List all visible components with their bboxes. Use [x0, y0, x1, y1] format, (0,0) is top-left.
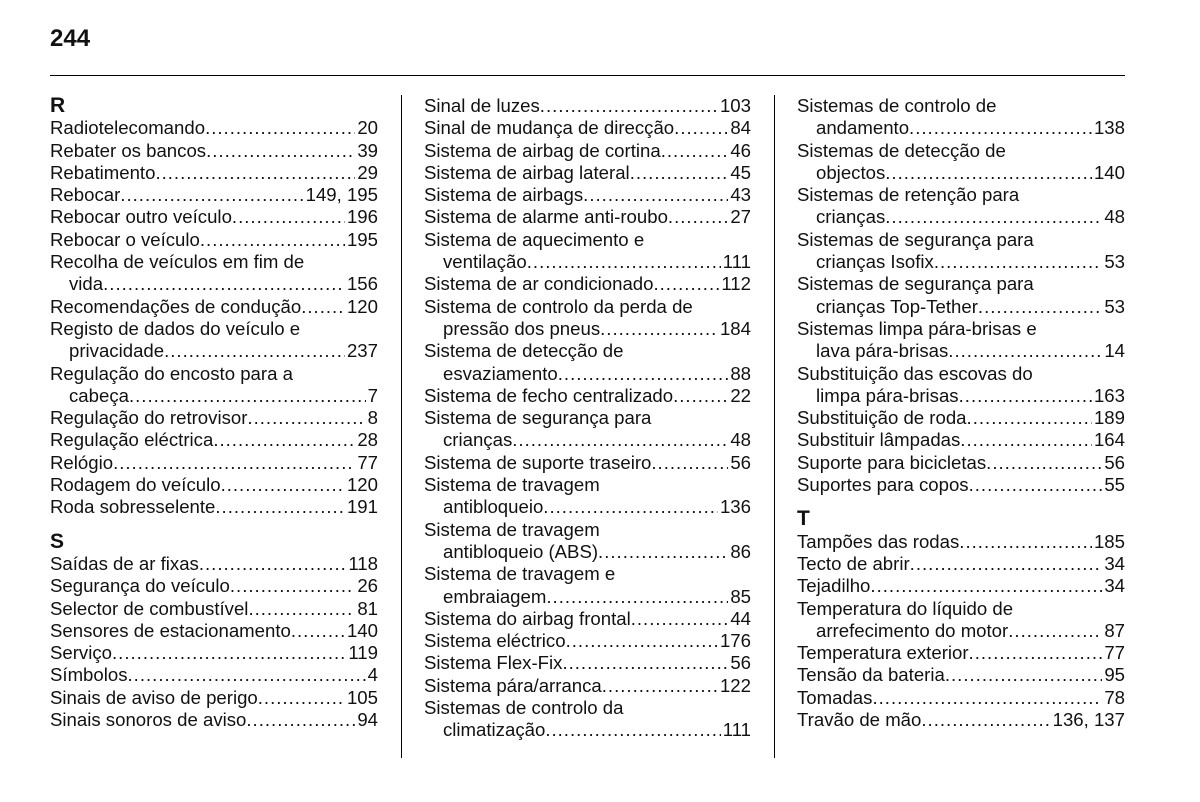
- index-entry: [797, 553, 1125, 575]
- page-reference: 34: [1104, 552, 1125, 574]
- page-reference: 8: [367, 407, 378, 429]
- page-reference: 4: [367, 664, 378, 686]
- index-term: cabeça: [69, 384, 129, 406]
- section-letter: S: [50, 529, 65, 553]
- page-reference: 119: [348, 642, 378, 664]
- index-term: Serviço: [50, 642, 113, 664]
- index-term: Sistema de alarme anti-roubo: [424, 206, 668, 228]
- index-term: Sistema de airbag de cortina: [424, 139, 661, 161]
- index-term: Tensão da bateria: [797, 664, 945, 686]
- index-entry-heading: Sistemas de controlo de: [797, 95, 997, 116]
- index-entry-heading: Recolha de veículos em fim de: [50, 251, 305, 273]
- index-column-3: [797, 95, 1125, 731]
- page-reference: 22: [730, 384, 751, 406]
- index-term: Tecto de abrir: [797, 552, 910, 574]
- index-term: Sensores de estacionamento: [50, 619, 291, 641]
- dot-leader: [1008, 620, 1102, 642]
- index-term: limpa pára-brisas: [816, 384, 959, 406]
- index-entry-continuation: [797, 340, 1125, 362]
- index-term: Segurança do veículo: [50, 575, 230, 597]
- page-reference: 7: [367, 384, 378, 406]
- index-entry-continuation: [797, 117, 1125, 139]
- dot-leader: [885, 206, 1102, 228]
- index-entry: [797, 664, 1125, 686]
- dot-leader: [668, 206, 728, 228]
- index-entry: [424, 140, 751, 162]
- page-reference: 46: [730, 139, 751, 161]
- index-entry-continuation: [424, 586, 751, 608]
- page-number: 244: [50, 25, 91, 52]
- dot-leader: [602, 675, 718, 697]
- index-term: Sistema Flex-Fix: [424, 652, 563, 674]
- index-entry: [424, 385, 751, 407]
- page-reference: 43: [730, 184, 751, 206]
- dot-leader: [661, 140, 729, 162]
- page-reference: 191: [346, 496, 378, 518]
- dot-leader: [247, 407, 365, 429]
- index-term: Sistema de fecho centralizado: [424, 384, 674, 406]
- page-reference: 237: [346, 340, 378, 362]
- index-term: crianças Top-Tether: [816, 295, 978, 317]
- page-reference: 85: [730, 585, 751, 607]
- dot-leader: [164, 340, 345, 362]
- dot-leader: [967, 407, 1092, 429]
- index-entry: [797, 429, 1125, 451]
- index-entry: [50, 474, 378, 496]
- page-reference: 163: [1093, 384, 1125, 406]
- page-reference: 48: [730, 429, 751, 451]
- index-term: antibloqueio (ABS): [443, 540, 599, 562]
- page-reference: 45: [730, 161, 751, 183]
- index-entry: [424, 95, 751, 117]
- index-term: lava pára-brisas: [816, 340, 949, 362]
- dot-leader: [248, 598, 355, 620]
- index-entry-heading: Sistema de travagem e: [424, 563, 616, 585]
- index-entry: [424, 675, 751, 697]
- page-reference: 55: [1104, 474, 1125, 496]
- index-entry-heading: Registo de dados do veículo e: [50, 317, 301, 339]
- section-letter: R: [50, 94, 66, 117]
- page-reference: 140: [346, 619, 378, 641]
- page-reference: 39: [357, 139, 378, 161]
- page-reference: 88: [730, 362, 751, 384]
- dot-leader: [206, 140, 355, 162]
- index-entry-heading: Sistemas de detecção de: [797, 139, 1006, 161]
- index-term: Rebocar o veículo: [50, 228, 200, 250]
- index-entry: [797, 452, 1125, 474]
- index-entry-continuation: [424, 541, 751, 563]
- dot-leader: [960, 429, 1092, 451]
- index-entry-continuation: [424, 496, 751, 518]
- index-term: Tejadilho: [797, 575, 871, 597]
- index-term: esvaziamento: [443, 362, 558, 384]
- dot-leader: [112, 642, 346, 664]
- page-reference: 120: [346, 474, 378, 496]
- dot-leader: [199, 553, 347, 575]
- page-reference: 29: [357, 161, 378, 183]
- index-term: Sistema de airbags: [424, 184, 584, 206]
- section-letter: T: [797, 507, 810, 531]
- index-term: vida: [69, 273, 104, 295]
- page-reference: 81: [357, 597, 378, 619]
- dot-leader: [653, 273, 719, 295]
- dot-leader: [301, 296, 345, 318]
- index-entry-continuation: [797, 251, 1125, 273]
- dot-leader: [630, 162, 729, 184]
- index-entry: [50, 117, 378, 139]
- dot-leader: [600, 318, 718, 340]
- index-term: Símbolos: [50, 664, 128, 686]
- dot-leader: [959, 385, 1092, 407]
- index-entry: [424, 184, 751, 206]
- page-reference: 118: [348, 552, 378, 574]
- page-reference: 112: [721, 273, 751, 295]
- index-entry: [797, 642, 1125, 664]
- page-reference: 78: [1104, 686, 1125, 708]
- index-term: Sistema pára/arranca: [424, 674, 602, 696]
- page-reference: 164: [1093, 429, 1125, 451]
- index-term: crianças Isofix: [816, 251, 934, 273]
- dot-leader: [103, 273, 345, 295]
- page-reference: 77: [1104, 642, 1125, 664]
- index-term: Tomadas: [797, 686, 873, 708]
- index-term: Substituição de roda: [797, 407, 967, 429]
- page-reference: 140: [1093, 161, 1125, 183]
- index-term: Sinais sonoros de aviso: [50, 709, 247, 731]
- dot-leader: [543, 496, 718, 518]
- dot-leader: [546, 586, 728, 608]
- page-reference: 156: [346, 273, 378, 295]
- index-term: antibloqueio: [443, 496, 544, 518]
- index-term: Sistema de airbag lateral: [424, 161, 630, 183]
- dot-leader: [885, 162, 1092, 184]
- dot-leader: [870, 575, 1102, 597]
- index-entry: [797, 407, 1125, 429]
- index-entry: [424, 206, 751, 228]
- index-entry-heading: Sistema de segurança para: [424, 407, 652, 429]
- dot-leader: [545, 719, 720, 741]
- column-divider: [401, 95, 402, 758]
- dot-leader: [215, 496, 345, 518]
- page-reference: 195: [346, 228, 378, 250]
- dot-leader: [221, 474, 345, 496]
- dot-leader: [945, 664, 1102, 686]
- index-column-1: [50, 95, 378, 731]
- index-column-2: [424, 95, 751, 742]
- index-entry: [50, 162, 378, 184]
- dot-leader: [129, 385, 366, 407]
- dot-leader: [291, 620, 345, 642]
- index-entry-continuation: [50, 340, 378, 362]
- index-term: Roda sobresselente: [50, 496, 216, 518]
- index-term: Sistema de suporte traseiro: [424, 451, 652, 473]
- page-reference: 196: [346, 206, 378, 228]
- index-entry-continuation: [797, 162, 1125, 184]
- index-term: climatização: [443, 719, 546, 741]
- index-term: Sinal de mudança de direcção: [424, 117, 675, 139]
- dot-leader: [910, 553, 1103, 575]
- index-term: Temperatura exterior: [797, 642, 969, 664]
- index-entry-heading: Substituição das escovas do: [797, 362, 1033, 384]
- index-entry: [424, 273, 751, 295]
- dot-leader: [959, 531, 1092, 553]
- index-term: privacidade: [69, 340, 165, 362]
- page-reference: 105: [346, 686, 378, 708]
- page-reference: 53: [1104, 251, 1125, 273]
- index-entry: [50, 598, 378, 620]
- index-term: Suporte para bicicletas: [797, 451, 987, 473]
- dot-leader: [246, 709, 355, 731]
- index-entry: [50, 687, 378, 709]
- index-entry: [424, 117, 751, 139]
- index-entry-continuation: [797, 206, 1125, 228]
- page-reference: 136: [719, 496, 751, 518]
- index-entry-continuation: [797, 620, 1125, 642]
- index-term: Tampões das rodas: [797, 530, 960, 552]
- index-entry-continuation: [50, 273, 378, 295]
- index-term: Suportes para copos: [797, 474, 969, 496]
- dot-leader: [128, 664, 366, 686]
- index-term: Saídas de ar fixas: [50, 552, 199, 574]
- dot-leader: [258, 687, 345, 709]
- index-term: Recomendações de condução: [50, 295, 302, 317]
- index-term: Rebater os bancos: [50, 139, 207, 161]
- page-reference: 94: [357, 709, 378, 731]
- index-entry: [50, 709, 378, 731]
- dot-leader: [512, 429, 728, 451]
- dot-leader: [598, 541, 728, 563]
- index-entry: [424, 452, 751, 474]
- dot-leader: [673, 385, 728, 407]
- page-reference: 95: [1104, 664, 1125, 686]
- index-entry: [797, 687, 1125, 709]
- index-term: Sistema do airbag frontal: [424, 607, 631, 629]
- page-reference: 56: [730, 652, 751, 674]
- index-term: Sinais de aviso de perigo: [50, 686, 258, 708]
- index-entry: [50, 620, 378, 642]
- page-reference: 120: [346, 295, 378, 317]
- index-entry: [50, 229, 378, 251]
- index-entry: [797, 531, 1125, 553]
- index-term: Rebocar outro veículo: [50, 206, 232, 228]
- page-reference: 53: [1104, 295, 1125, 317]
- index-entry: [424, 630, 751, 652]
- index-entry-continuation: [50, 385, 378, 407]
- page-reference: 34: [1104, 575, 1125, 597]
- dot-leader: [583, 184, 728, 206]
- page-reference: 84: [730, 117, 751, 139]
- dot-leader: [527, 251, 721, 273]
- index-entry: [50, 429, 378, 451]
- index-term: andamento: [816, 117, 910, 139]
- page-reference: 138: [1093, 117, 1125, 139]
- dot-leader: [232, 206, 345, 228]
- index-term: Rodagem do veículo: [50, 474, 221, 496]
- index-term: objectos: [816, 161, 886, 183]
- dot-leader: [566, 630, 718, 652]
- dot-leader: [120, 184, 303, 206]
- page-reference: 14: [1104, 340, 1125, 362]
- page-reference: 26: [357, 575, 378, 597]
- index-entry-heading: Temperatura do líquido de: [797, 597, 1014, 619]
- index-entry: [50, 575, 378, 597]
- index-term: embraiagem: [443, 585, 547, 607]
- dot-leader: [909, 117, 1092, 139]
- index-entry-heading: Sistema de aquecimento e: [424, 228, 645, 250]
- index-term: Regulação eléctrica: [50, 429, 214, 451]
- dot-leader: [978, 296, 1102, 318]
- index-entry: [797, 575, 1125, 597]
- dot-leader: [948, 340, 1102, 362]
- page-reference: 56: [1104, 451, 1125, 473]
- dot-leader: [205, 117, 355, 139]
- index-term: Rebatimento: [50, 161, 156, 183]
- index-entry: [50, 206, 378, 228]
- index-entry: [424, 162, 751, 184]
- index-term: Radiotelecomando: [50, 117, 206, 139]
- index-entry-heading: Sistema de controlo da perda de: [424, 295, 693, 317]
- index-term: crianças: [816, 206, 886, 228]
- index-entry-heading: Sistema de travagem: [424, 518, 600, 540]
- dot-leader: [921, 709, 1050, 731]
- index-entry-continuation: [797, 296, 1125, 318]
- dot-leader: [540, 95, 718, 117]
- dot-leader: [674, 117, 728, 139]
- index-entry-continuation: [424, 363, 751, 385]
- index-entry-heading: Sistemas limpa pára-brisas e: [797, 317, 1037, 339]
- page-reference: 189: [1093, 407, 1125, 429]
- page-reference: 185: [1093, 530, 1125, 552]
- dot-leader: [155, 162, 355, 184]
- index-entry: [797, 474, 1125, 496]
- page-reference: 111: [722, 719, 751, 741]
- dot-leader: [230, 575, 355, 597]
- page-reference: 86: [730, 540, 751, 562]
- dot-leader: [113, 452, 355, 474]
- index-entry: [50, 452, 378, 474]
- index-entry: [50, 296, 378, 318]
- index-term: Travão de mão: [797, 709, 922, 731]
- page-reference: 111: [722, 251, 751, 273]
- index-entry-heading: Sistemas de segurança para: [797, 273, 1034, 295]
- index-entry: [424, 608, 751, 630]
- page-reference: 136, 137: [1052, 709, 1125, 731]
- index-entry: [50, 140, 378, 162]
- index-entry: [50, 496, 378, 518]
- page-reference: 27: [730, 206, 751, 228]
- page-reference: 87: [1104, 619, 1125, 641]
- dot-leader: [200, 229, 345, 251]
- index-entry-continuation: [424, 251, 751, 273]
- page-reference: 44: [730, 607, 751, 629]
- index-entry-heading: Sistemas de retenção para: [797, 184, 1020, 206]
- dot-leader: [558, 363, 729, 385]
- dot-leader: [969, 474, 1103, 496]
- index-term: crianças: [443, 429, 513, 451]
- page-reference: 103: [719, 95, 751, 116]
- index-entry-heading: Sistema de travagem: [424, 474, 600, 496]
- index-entry: [797, 709, 1125, 731]
- dot-leader: [631, 608, 729, 630]
- page-reference: 77: [357, 451, 378, 473]
- dot-leader: [934, 251, 1103, 273]
- page-reference: 56: [730, 451, 751, 473]
- index-term: Relógio: [50, 451, 114, 473]
- index-term: Substituir lâmpadas: [797, 429, 961, 451]
- page-reference: 122: [719, 674, 751, 696]
- dot-leader: [969, 642, 1103, 664]
- index-entry-continuation: [424, 429, 751, 451]
- column-divider: [774, 95, 775, 758]
- index-entry: [50, 184, 378, 206]
- page-reference: 176: [719, 630, 751, 652]
- index-entry-heading: Sistema de detecção de: [424, 340, 624, 362]
- index-entry-continuation: [797, 385, 1125, 407]
- index-term: Rebocar: [50, 184, 121, 206]
- index-term: arrefecimento do motor: [816, 619, 1009, 641]
- index-term: Sistema eléctrico: [424, 630, 566, 652]
- index-term: Sistema de ar condicionado: [424, 273, 654, 295]
- index-entry: [50, 553, 378, 575]
- index-entry-continuation: [424, 318, 751, 340]
- index-term: pressão dos pneus: [443, 317, 601, 339]
- index-term: Selector de combustível: [50, 597, 249, 619]
- page-reference: 20: [357, 117, 378, 139]
- index-entry: [424, 652, 751, 674]
- index-entry: [50, 407, 378, 429]
- page-reference: 184: [719, 317, 751, 339]
- header-rule: [50, 75, 1125, 76]
- index-entry: [50, 664, 378, 686]
- index-term: Regulação do retrovisor: [50, 407, 248, 429]
- dot-leader: [986, 452, 1102, 474]
- page-reference: 28: [357, 429, 378, 451]
- dot-leader: [872, 687, 1102, 709]
- index-term: Sinal de luzes: [424, 95, 540, 116]
- index-entry-heading: Sistemas de controlo da: [424, 697, 624, 719]
- page-reference: 48: [1104, 206, 1125, 228]
- index-entry-heading: Regulação do encosto para a: [50, 362, 293, 384]
- index-entry: [50, 642, 378, 664]
- index-entry-heading: Sistemas de segurança para: [797, 228, 1034, 250]
- dot-leader: [651, 452, 728, 474]
- page-reference: 149, 195: [305, 184, 378, 206]
- index-term: ventilação: [443, 251, 527, 273]
- dot-leader: [213, 429, 355, 451]
- index-entry-continuation: [424, 719, 751, 741]
- dot-leader: [562, 652, 728, 674]
